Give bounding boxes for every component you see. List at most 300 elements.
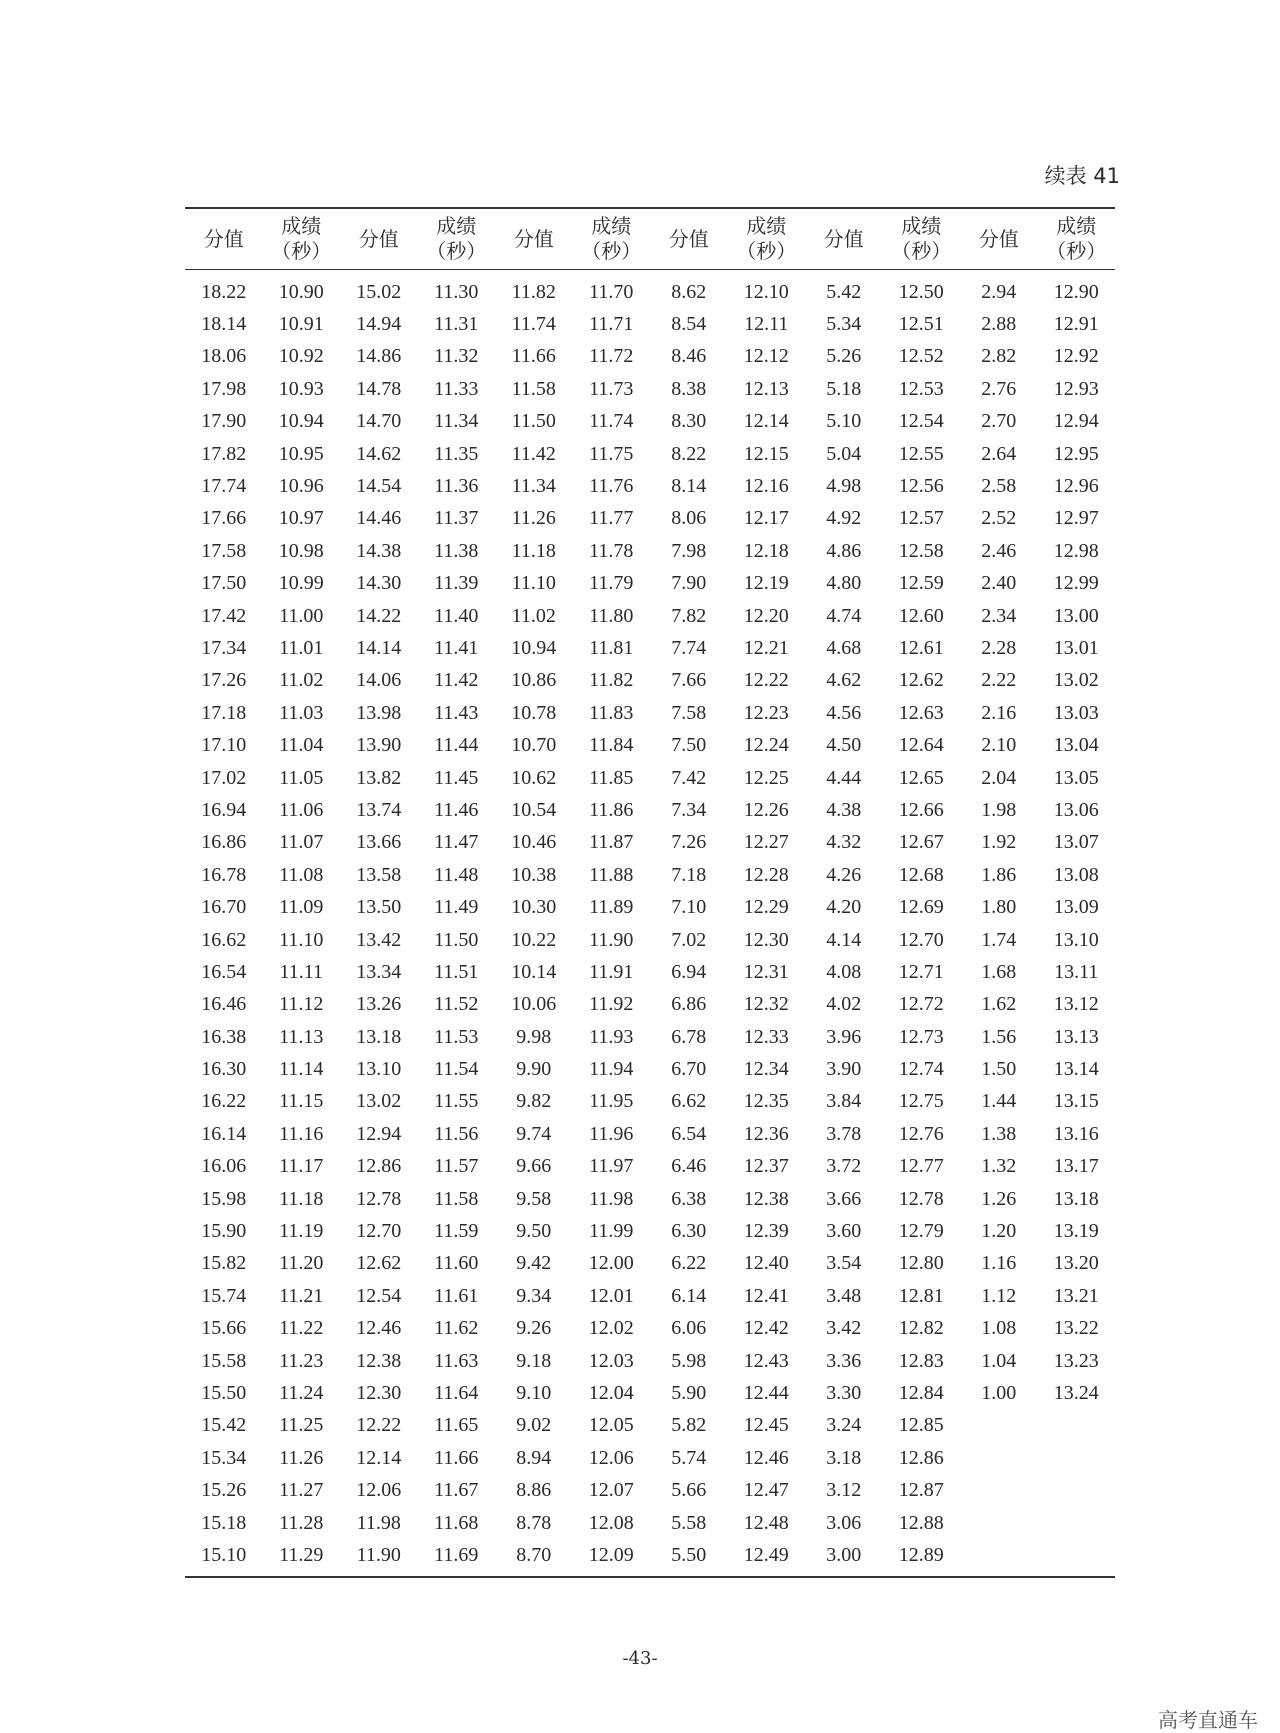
result-cell: 13.14 [1053, 1058, 1099, 1081]
score-cell: 3.36 [826, 1349, 862, 1372]
result-cell: 11.43 [434, 701, 479, 724]
result-cell: 11.49 [434, 896, 479, 919]
result-cell: 12.07 [588, 1479, 634, 1502]
score-cell: 16.62 [201, 928, 247, 951]
score-cell: 12.22 [356, 1414, 402, 1437]
score-cell: 16.78 [201, 863, 247, 886]
score-cell: 13.34 [356, 960, 402, 983]
result-cell: 11.07 [279, 831, 324, 854]
result-cell: 11.41 [434, 636, 479, 659]
result-cell: 13.03 [1053, 701, 1099, 724]
score-cell: 12.46 [356, 1317, 402, 1340]
score-cell: 1.80 [981, 896, 1017, 919]
header-result: 成绩 （秒） [426, 214, 487, 263]
result-cell: 13.20 [1053, 1252, 1099, 1275]
score-cell: 8.70 [516, 1543, 552, 1566]
score-cell: 8.30 [671, 410, 707, 433]
score-cell: 17.02 [201, 766, 247, 789]
score-cell: 13.10 [356, 1058, 402, 1081]
result-cell: 11.24 [279, 1381, 324, 1404]
score-cell: 12.30 [356, 1381, 402, 1404]
result-cell [1038, 1539, 1116, 1576]
score-cell: 7.26 [671, 831, 707, 854]
result-cell: 11.63 [434, 1349, 479, 1372]
result-cell: 11.37 [434, 507, 479, 530]
header-result: 成绩 （秒） [581, 214, 642, 263]
score-cell: 2.16 [981, 701, 1017, 724]
result-cell: 11.40 [434, 604, 479, 627]
result-cell: 12.31 [743, 960, 789, 983]
result-cell: 11.48 [434, 863, 479, 886]
result-cell: 12.67 [898, 831, 944, 854]
score-cell: 13.50 [356, 896, 402, 919]
table-row [185, 470, 1115, 502]
score-cell: 7.98 [671, 539, 707, 562]
result-cell: 12.29 [743, 896, 789, 919]
score-cell: 12.54 [356, 1284, 402, 1307]
result-cell: 11.22 [279, 1317, 324, 1340]
table-row [185, 1086, 1115, 1118]
table-row [185, 438, 1115, 470]
score-cell: 11.34 [511, 475, 556, 498]
table-row [185, 568, 1115, 600]
result-cell: 12.66 [898, 798, 944, 821]
result-cell: 11.21 [279, 1284, 324, 1307]
score-cell [960, 1539, 1038, 1576]
result-cell: 12.74 [898, 1058, 944, 1081]
result-cell: 12.47 [743, 1479, 789, 1502]
score-cell: 4.50 [826, 734, 862, 757]
result-cell: 11.81 [589, 636, 634, 659]
score-cell: 7.18 [671, 863, 707, 886]
score-cell: 9.42 [516, 1252, 552, 1275]
score-cell: 1.50 [981, 1058, 1017, 1081]
table-row [185, 308, 1115, 340]
score-cell: 7.82 [671, 604, 707, 627]
result-cell: 10.98 [278, 539, 324, 562]
score-cell: 4.26 [826, 863, 862, 886]
result-cell: 11.83 [589, 701, 634, 724]
result-cell: 12.02 [588, 1317, 634, 1340]
result-cell: 12.89 [898, 1543, 944, 1566]
result-cell: 12.01 [588, 1284, 634, 1307]
score-cell: 4.98 [826, 475, 862, 498]
score-cell: 17.50 [201, 572, 247, 595]
result-cell: 12.06 [588, 1446, 634, 1469]
result-cell: 13.21 [1053, 1284, 1099, 1307]
score-cell: 10.14 [511, 960, 557, 983]
score-cell: 18.22 [201, 280, 247, 303]
result-cell: 11.95 [589, 1090, 634, 1113]
table-row [185, 891, 1115, 923]
result-cell: 12.35 [743, 1090, 789, 1113]
result-cell: 12.77 [898, 1155, 944, 1178]
score-cell: 16.14 [201, 1122, 247, 1145]
score-cell [960, 1442, 1038, 1474]
score-cell: 2.46 [981, 539, 1017, 562]
result-cell: 12.41 [743, 1284, 789, 1307]
result-cell: 12.08 [588, 1511, 634, 1534]
score-cell: 16.70 [201, 896, 247, 919]
score-cell: 11.90 [356, 1543, 401, 1566]
score-cell: 13.98 [356, 701, 402, 724]
score-cell: 5.90 [671, 1381, 707, 1404]
score-cell: 1.62 [981, 993, 1017, 1016]
result-cell: 12.43 [743, 1349, 789, 1372]
result-cell: 11.10 [279, 928, 324, 951]
result-cell: 12.23 [743, 701, 789, 724]
result-cell: 11.93 [589, 1025, 634, 1048]
result-cell: 12.62 [898, 669, 944, 692]
score-cell: 14.86 [356, 345, 402, 368]
result-cell: 13.15 [1053, 1090, 1099, 1113]
table-row [185, 1442, 1115, 1474]
result-cell: 12.73 [898, 1025, 944, 1048]
result-cell: 13.05 [1053, 766, 1099, 789]
score-cell: 6.46 [671, 1155, 707, 1178]
result-cell: 12.55 [898, 442, 944, 465]
score-cell: 9.34 [516, 1284, 552, 1307]
result-cell: 11.39 [434, 572, 479, 595]
result-cell: 11.76 [589, 475, 634, 498]
score-cell: 2.94 [981, 280, 1017, 303]
score-cell: 17.58 [201, 539, 247, 562]
table-row [185, 1377, 1115, 1409]
score-cell: 9.66 [516, 1155, 552, 1178]
score-cell: 13.74 [356, 798, 402, 821]
result-cell: 12.95 [1053, 442, 1099, 465]
header-result: 成绩 （秒） [1046, 214, 1107, 263]
result-cell: 12.44 [743, 1381, 789, 1404]
result-cell: 11.73 [589, 377, 634, 400]
score-cell: 4.62 [826, 669, 862, 692]
result-cell: 12.21 [743, 636, 789, 659]
score-cell: 4.86 [826, 539, 862, 562]
result-cell: 10.90 [278, 280, 324, 303]
score-cell: 5.26 [826, 345, 862, 368]
score-cell: 5.18 [826, 377, 862, 400]
score-cell: 9.58 [516, 1187, 552, 1210]
result-cell: 12.13 [743, 377, 789, 400]
score-cell: 2.88 [981, 313, 1017, 336]
score-cell: 13.66 [356, 831, 402, 854]
score-cell: 11.66 [511, 345, 556, 368]
score-cell: 17.10 [201, 734, 247, 757]
result-cell: 11.99 [589, 1220, 634, 1243]
table-row [185, 956, 1115, 988]
result-cell: 12.79 [898, 1220, 944, 1243]
score-cell: 3.24 [826, 1414, 862, 1437]
score-cell: 12.86 [356, 1155, 402, 1178]
score-cell: 3.30 [826, 1381, 862, 1404]
table-row [185, 406, 1115, 438]
result-cell: 10.93 [278, 377, 324, 400]
result-cell: 11.77 [589, 507, 634, 530]
score-cell: 6.30 [671, 1220, 707, 1243]
result-cell: 11.52 [434, 993, 479, 1016]
result-cell: 12.33 [743, 1025, 789, 1048]
result-cell: 12.91 [1053, 313, 1099, 336]
result-cell: 12.85 [898, 1414, 944, 1437]
score-cell: 3.54 [826, 1252, 862, 1275]
result-cell: 12.86 [898, 1446, 944, 1469]
score-cell: 14.14 [356, 636, 402, 659]
result-cell: 13.22 [1053, 1317, 1099, 1340]
header-score: 分值 [823, 226, 864, 251]
score-cell: 17.34 [201, 636, 247, 659]
result-cell: 12.63 [898, 701, 944, 724]
result-cell: 11.35 [434, 442, 479, 465]
score-cell: 2.64 [981, 442, 1017, 465]
result-cell: 11.31 [434, 313, 479, 336]
result-cell: 11.75 [589, 442, 634, 465]
result-cell: 11.89 [589, 896, 634, 919]
score-cell: 1.08 [981, 1317, 1017, 1340]
score-cell: 1.56 [981, 1025, 1017, 1048]
score-cell: 15.90 [201, 1220, 247, 1243]
header-score: 分值 [203, 226, 244, 251]
result-cell: 12.20 [743, 604, 789, 627]
result-cell: 12.99 [1053, 572, 1099, 595]
table-row [185, 600, 1115, 632]
score-cell: 2.40 [981, 572, 1017, 595]
score-cell: 17.74 [201, 475, 247, 498]
score-cell: 1.20 [981, 1220, 1017, 1243]
score-cell: 15.42 [201, 1414, 247, 1437]
result-cell: 12.61 [898, 636, 944, 659]
table-row [185, 924, 1115, 956]
score-cell: 16.38 [201, 1025, 247, 1048]
score-cell: 17.98 [201, 377, 247, 400]
result-cell: 11.32 [434, 345, 479, 368]
score-cell: 10.06 [511, 993, 557, 1016]
score-cell: 12.94 [356, 1122, 402, 1145]
table-row [185, 827, 1115, 859]
score-cell: 14.06 [356, 669, 402, 692]
result-cell: 12.80 [898, 1252, 944, 1275]
result-cell: 11.08 [279, 863, 324, 886]
score-cell: 7.50 [671, 734, 707, 757]
score-cell: 11.42 [511, 442, 556, 465]
score-cell: 5.98 [671, 1349, 707, 1372]
score-cell: 11.98 [356, 1511, 401, 1534]
result-cell: 12.34 [743, 1058, 789, 1081]
result-cell: 11.71 [589, 313, 634, 336]
result-cell: 11.51 [434, 960, 479, 983]
score-cell: 14.22 [356, 604, 402, 627]
score-cell: 2.52 [981, 507, 1017, 530]
score-cell: 6.22 [671, 1252, 707, 1275]
score-cell: 9.10 [516, 1381, 552, 1404]
score-cell: 10.38 [511, 863, 557, 886]
score-cell: 4.74 [826, 604, 862, 627]
score-cell: 4.92 [826, 507, 862, 530]
result-cell: 11.91 [589, 960, 634, 983]
result-cell: 11.79 [589, 572, 634, 595]
score-cell: 11.74 [511, 313, 556, 336]
result-cell: 12.42 [743, 1317, 789, 1340]
result-cell: 13.06 [1053, 798, 1099, 821]
result-cell: 11.69 [434, 1543, 479, 1566]
table-row [185, 729, 1115, 761]
score-cell: 9.90 [516, 1058, 552, 1081]
score-cell: 7.02 [671, 928, 707, 951]
score-cell: 17.42 [201, 604, 247, 627]
result-cell: 11.19 [279, 1220, 324, 1243]
table-row [185, 341, 1115, 373]
result-cell: 12.25 [743, 766, 789, 789]
watermark: 高考直通车 [1158, 1708, 1258, 1732]
result-cell: 12.48 [743, 1511, 789, 1534]
page-number: -43- [622, 1648, 658, 1669]
header-result: 成绩 （秒） [736, 214, 797, 263]
result-cell: 10.96 [278, 475, 324, 498]
score-cell: 2.22 [981, 669, 1017, 692]
score-cell [960, 1507, 1038, 1539]
result-cell: 11.28 [279, 1511, 324, 1534]
result-cell: 12.82 [898, 1317, 944, 1340]
score-cell [960, 1410, 1038, 1442]
table-row [185, 762, 1115, 794]
result-cell: 12.94 [1053, 410, 1099, 433]
score-cell: 13.26 [356, 993, 402, 1016]
result-cell: 11.23 [279, 1349, 324, 1372]
score-cell: 17.26 [201, 669, 247, 692]
score-cell: 14.78 [356, 377, 402, 400]
result-cell: 12.57 [898, 507, 944, 530]
score-cell: 1.26 [981, 1187, 1017, 1210]
result-cell: 11.54 [434, 1058, 479, 1081]
score-cell: 14.46 [356, 507, 402, 530]
score-cell: 1.00 [981, 1381, 1017, 1404]
result-cell [1038, 1507, 1116, 1539]
result-cell: 12.10 [743, 280, 789, 303]
score-cell: 13.82 [356, 766, 402, 789]
result-cell: 11.87 [589, 831, 634, 854]
result-cell: 11.94 [589, 1058, 634, 1081]
result-cell: 11.20 [279, 1252, 324, 1275]
result-cell: 13.00 [1053, 604, 1099, 627]
result-cell: 11.06 [279, 798, 324, 821]
table-row [185, 1215, 1115, 1247]
score-cell: 10.70 [511, 734, 557, 757]
result-cell: 12.27 [743, 831, 789, 854]
result-cell: 12.09 [588, 1543, 634, 1566]
header-score: 分值 [513, 226, 554, 251]
header-result: 成绩 （秒） [891, 214, 952, 263]
result-cell: 12.81 [898, 1284, 944, 1307]
result-cell: 11.61 [434, 1284, 479, 1307]
result-cell: 12.71 [898, 960, 944, 983]
result-cell: 11.55 [434, 1090, 479, 1113]
header-score: 分值 [668, 226, 709, 251]
result-cell: 11.44 [434, 734, 479, 757]
result-cell: 13.10 [1053, 928, 1099, 951]
score-cell: 13.90 [356, 734, 402, 757]
result-cell: 11.56 [434, 1122, 479, 1145]
score-cell: 17.66 [201, 507, 247, 530]
score-cell: 9.98 [516, 1025, 552, 1048]
result-cell: 12.45 [743, 1414, 789, 1437]
table-body [185, 270, 1115, 1577]
score-cell: 16.46 [201, 993, 247, 1016]
result-cell: 11.96 [589, 1122, 634, 1145]
score-cell: 11.26 [511, 507, 556, 530]
score-cell: 8.38 [671, 377, 707, 400]
score-cell: 8.06 [671, 507, 707, 530]
table-row [185, 859, 1115, 891]
score-cell: 4.08 [826, 960, 862, 983]
result-cell: 11.38 [434, 539, 479, 562]
score-cell: 7.10 [671, 896, 707, 919]
score-cell: 7.90 [671, 572, 707, 595]
score-cell: 15.02 [356, 280, 402, 303]
result-cell: 13.16 [1053, 1122, 1099, 1145]
table-row [185, 1021, 1115, 1053]
result-cell: 12.11 [744, 313, 789, 336]
result-cell: 11.98 [589, 1187, 634, 1210]
result-cell: 12.26 [743, 798, 789, 821]
score-cell: 5.10 [826, 410, 862, 433]
score-cell: 3.42 [826, 1317, 862, 1340]
result-cell: 11.70 [589, 280, 634, 303]
result-cell: 12.70 [898, 928, 944, 951]
result-cell: 13.02 [1053, 669, 1099, 692]
table-row [185, 1410, 1115, 1442]
score-cell: 3.00 [826, 1543, 862, 1566]
result-cell: 13.19 [1053, 1220, 1099, 1243]
header-score: 分值 [358, 226, 399, 251]
table-row [185, 373, 1115, 405]
score-cell: 4.68 [826, 636, 862, 659]
score-cell: 7.74 [671, 636, 707, 659]
result-cell: 12.28 [743, 863, 789, 886]
score-cell: 16.94 [201, 798, 247, 821]
score-cell: 15.58 [201, 1349, 247, 1372]
score-cell: 15.18 [201, 1511, 247, 1534]
score-cell: 3.72 [826, 1155, 862, 1178]
result-cell: 12.19 [743, 572, 789, 595]
score-cell: 3.12 [826, 1479, 862, 1502]
result-cell: 12.93 [1053, 377, 1099, 400]
score-cell: 1.16 [981, 1252, 1017, 1275]
score-cell: 10.54 [511, 798, 557, 821]
score-cell: 8.14 [671, 475, 707, 498]
result-cell: 12.59 [898, 572, 944, 595]
score-cell: 6.06 [671, 1317, 707, 1340]
result-cell: 12.30 [743, 928, 789, 951]
result-cell: 11.30 [434, 280, 479, 303]
result-cell: 11.68 [434, 1511, 479, 1534]
result-cell: 13.11 [1054, 960, 1099, 983]
score-cell: 14.94 [356, 313, 402, 336]
result-cell: 12.75 [898, 1090, 944, 1113]
score-cell: 2.10 [981, 734, 1017, 757]
result-cell: 11.15 [279, 1090, 324, 1113]
result-cell: 12.14 [743, 410, 789, 433]
table-row [185, 1345, 1115, 1377]
score-cell: 3.18 [826, 1446, 862, 1469]
result-cell: 12.83 [898, 1349, 944, 1372]
result-cell: 11.74 [589, 410, 634, 433]
score-cell: 1.32 [981, 1155, 1017, 1178]
score-cell: 6.62 [671, 1090, 707, 1113]
score-cell: 17.82 [201, 442, 247, 465]
result-cell: 13.07 [1053, 831, 1099, 854]
result-cell: 12.03 [588, 1349, 634, 1372]
score-cell: 15.74 [201, 1284, 247, 1307]
score-cell: 6.70 [671, 1058, 707, 1081]
